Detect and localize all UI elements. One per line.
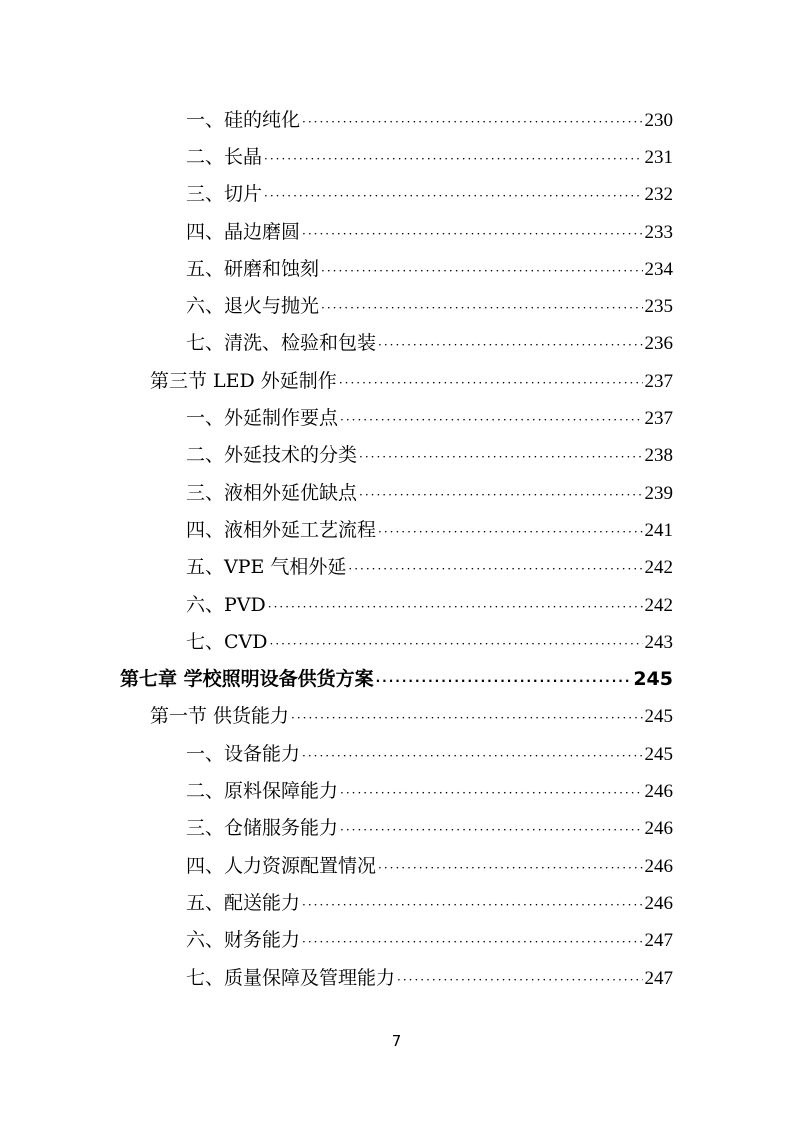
toc-chapter-entry[interactable] <box>120 667 673 693</box>
dot-leader <box>340 408 642 432</box>
toc-entry-title: 五、配送能力 <box>186 892 301 914</box>
toc-entry-page: 237 <box>644 371 673 392</box>
toc-entry-page: 237 <box>644 408 673 429</box>
toc-entry-title: 六、退火与抛光 <box>186 295 320 317</box>
toc-entry-page: 246 <box>644 818 673 839</box>
toc-entry-page: 234 <box>644 259 673 280</box>
toc-entry[interactable] <box>186 555 673 581</box>
toc-entry-title: 六、PVD <box>186 594 266 616</box>
toc-entry-page: 238 <box>644 445 673 466</box>
toc-entry[interactable] <box>186 854 673 880</box>
dot-leader <box>264 147 642 171</box>
toc-entry[interactable] <box>186 518 673 544</box>
toc-entry-page: 245 <box>644 706 673 727</box>
toc-entry-page: 243 <box>644 632 673 653</box>
toc-entry-page: 247 <box>644 930 673 951</box>
toc-entry-title: 三、液相外延优缺点 <box>186 482 358 504</box>
toc-entry-page: 233 <box>644 222 673 243</box>
dot-leader <box>264 184 642 208</box>
toc-entry-title: 三、仓储服务能力 <box>186 817 339 839</box>
toc-entry-page: 235 <box>644 296 673 317</box>
toc-entry-page: 246 <box>644 893 673 914</box>
dot-leader <box>348 557 642 581</box>
toc-entry[interactable] <box>186 742 673 768</box>
dot-leader <box>340 781 642 805</box>
toc-entry[interactable] <box>186 593 673 619</box>
toc-entry[interactable] <box>186 481 673 507</box>
toc-entry[interactable] <box>186 891 673 917</box>
toc-entry-title: 七、清洗、检验和包装 <box>186 332 377 354</box>
toc-entry-page: 245 <box>644 744 673 765</box>
toc-entry-title: 七、质量保障及管理能力 <box>186 967 396 989</box>
toc-entry-title: 四、晶边磨圆 <box>186 221 301 243</box>
dot-leader <box>270 632 643 656</box>
toc-entry[interactable] <box>186 406 673 432</box>
toc-section-entry[interactable] <box>150 369 673 395</box>
dot-leader <box>376 669 632 693</box>
toc-entry[interactable] <box>186 145 673 171</box>
toc-entry-page: 242 <box>644 595 673 616</box>
toc-entry[interactable] <box>186 779 673 805</box>
dot-leader <box>302 930 642 954</box>
page-number: 7 <box>391 1032 402 1050</box>
dot-leader <box>378 520 642 544</box>
toc-entry[interactable] <box>186 182 673 208</box>
toc-entry-title: 五、VPE 气相外延 <box>186 556 347 578</box>
toc-entry-title: 二、外延技术的分类 <box>186 444 358 466</box>
toc-entry-page: 247 <box>644 968 673 989</box>
dot-leader <box>378 333 642 357</box>
toc-entry[interactable] <box>186 220 673 246</box>
toc-entry[interactable] <box>186 294 673 320</box>
toc-entry[interactable] <box>186 443 673 469</box>
toc-entry-title: 第三节 LED 外延制作 <box>150 370 337 392</box>
toc-entry-title: 二、长晶 <box>186 146 263 168</box>
toc-entry-page: 239 <box>644 483 673 504</box>
toc-entry-title: 五、研磨和蚀刻 <box>186 258 320 280</box>
toc-entry-page: 236 <box>644 333 673 354</box>
dot-leader <box>378 856 642 880</box>
toc-entry-page: 246 <box>644 856 673 877</box>
toc-entry-title: 七、CVD <box>186 631 268 653</box>
dot-leader <box>302 110 642 134</box>
dot-leader <box>268 595 643 619</box>
toc-entry-title: 四、液相外延工艺流程 <box>186 519 377 541</box>
toc-section-entry[interactable] <box>150 704 673 730</box>
dot-leader <box>359 445 642 469</box>
toc-entry-title: 一、硅的纯化 <box>186 109 301 131</box>
toc-entry-title: 六、财务能力 <box>186 929 301 951</box>
toc-entry[interactable] <box>186 331 673 357</box>
dot-leader <box>397 968 642 992</box>
toc-entry-page: 241 <box>644 520 673 541</box>
dot-leader <box>291 706 642 730</box>
toc-entry-title: 第七章 学校照明设备供货方案 <box>120 668 374 690</box>
toc-entry-page: 245 <box>633 668 673 690</box>
toc-entry-title: 三、切片 <box>186 183 263 205</box>
toc-entry-page: 246 <box>644 781 673 802</box>
dot-leader <box>340 818 642 842</box>
toc-entry[interactable] <box>186 966 673 992</box>
dot-leader <box>339 371 643 395</box>
toc-entry[interactable] <box>186 257 673 283</box>
toc-entry-title: 二、原料保障能力 <box>186 780 339 802</box>
toc-entry[interactable] <box>186 816 673 842</box>
toc-entry[interactable] <box>186 928 673 954</box>
dot-leader <box>359 483 642 507</box>
dot-leader <box>302 222 642 246</box>
toc-entry-title: 一、设备能力 <box>186 743 301 765</box>
toc-entry[interactable] <box>186 108 673 134</box>
dot-leader <box>321 296 642 320</box>
dot-leader <box>302 893 642 917</box>
toc-entry-page: 242 <box>644 557 673 578</box>
toc-entry-page: 230 <box>644 110 673 131</box>
toc-entry-title: 第一节 供货能力 <box>150 705 290 727</box>
dot-leader <box>302 744 642 768</box>
dot-leader <box>321 259 642 283</box>
toc-entry-page: 232 <box>644 184 673 205</box>
toc-entry-page: 231 <box>644 147 673 168</box>
toc-entry[interactable] <box>186 630 673 656</box>
toc-entry-title: 四、人力资源配置情况 <box>186 855 377 877</box>
toc-entry-title: 一、外延制作要点 <box>186 407 339 429</box>
